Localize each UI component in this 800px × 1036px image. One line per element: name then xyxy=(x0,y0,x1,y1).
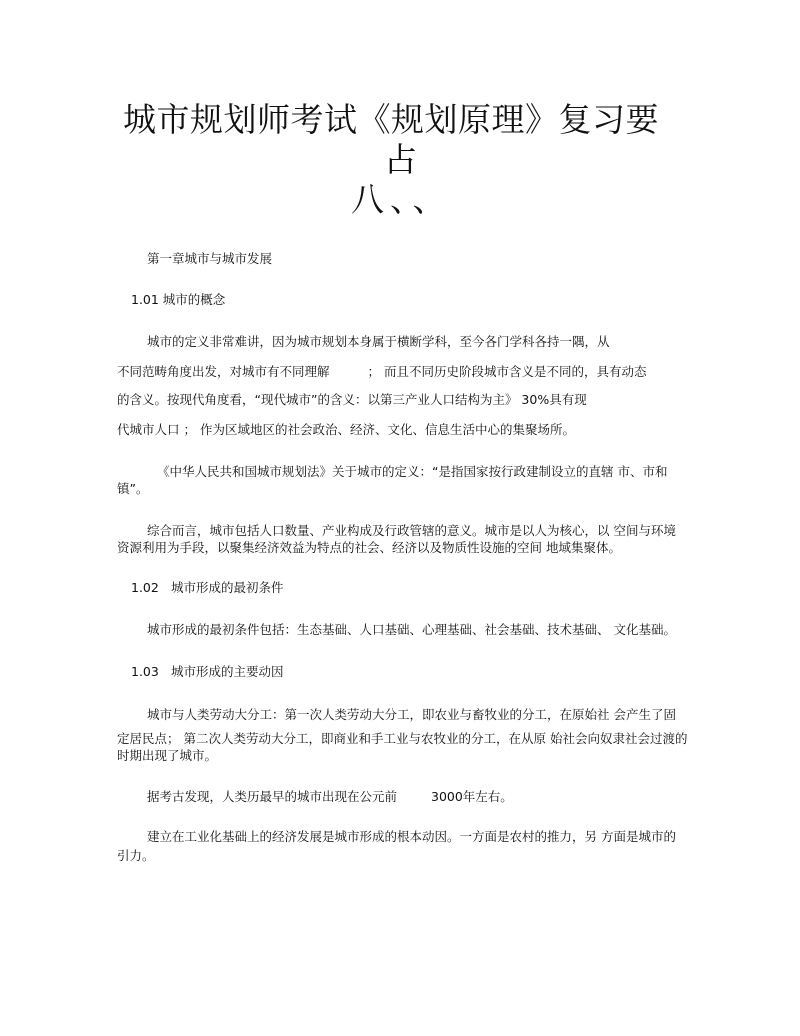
paragraph-text-part: 3000年左右。 xyxy=(431,789,513,804)
paragraph-text: 城市与人类劳动大分工：第一次人类劳动大分工，即农业与畜牧业的分工，在原始社 会产生了固 xyxy=(147,707,676,722)
paragraph-text: 城市形成的最初条件包括：生态基础、人口基础、心理基础、社会基础、技术基础、 文化基础。 xyxy=(147,622,676,637)
section-title: 城市形成的主要动因 xyxy=(171,664,284,679)
paragraph-text: 建立在工业化基础上的经济发展是城市形成的根本动因。一方面是农村的推力，另 方面是城市的 xyxy=(147,829,676,844)
document-title-line-3: 八、、 xyxy=(351,180,452,219)
paragraph-text: 代城市人口 ； 作为区域地区的社会政治、经济、文化、信息生活中心的集聚场所。 xyxy=(117,422,575,437)
section-1-01-heading: 1.01 城市的概念 xyxy=(131,292,226,307)
paragraph-text: 城市的定义非常难讲，因为城市规划本身属于横断学科，至今各门学科各持一隅，从 xyxy=(147,334,610,349)
chapter-heading: 第一章城市与城市发展 xyxy=(147,251,273,266)
paragraph-text-part: ； 而且不同历史阶段城市含义是不同的，具有动态 xyxy=(367,364,647,379)
paragraph-text: 定居民点； 第二次人类劳动大分工，即商业和手工业与农牧业的分工，在从原 始社会向奴隶社会过渡的 xyxy=(117,731,688,746)
paragraph-text-part: 不同范畴角度出发，对城市有不同理解 xyxy=(117,364,330,379)
document-title-line-2: 占 xyxy=(384,140,418,179)
section-title: 城市形成的最初条件 xyxy=(171,580,284,595)
paragraph-text: 镇”。 xyxy=(117,481,149,496)
document-title-line-1: 城市规划师考试《规划原理》复习要 xyxy=(123,100,659,139)
paragraph-text: 时期出现了城市。 xyxy=(117,748,218,763)
section-number: 1.03 xyxy=(131,664,159,679)
paragraph-text xyxy=(117,363,647,380)
paragraph-text-part: 据考古发现，人类历最早的城市出现在公元前 xyxy=(147,789,398,804)
section-1-02-heading xyxy=(131,579,284,596)
paragraph-text: 引力。 xyxy=(117,848,155,863)
paragraph-text: 《中华人民共和国城市规划法》关于城市的定义：“是指国家按行政建制设立的直辖 市、市和 xyxy=(157,464,668,479)
paragraph-text: 的含义。按现代角度看，“现代城市”的含义：以第三产业人口结构为主》 30%具有现 xyxy=(117,392,587,407)
section-1-03-heading xyxy=(131,663,284,680)
section-number: 1.02 xyxy=(131,580,159,595)
paragraph-text: 资源利用为手段，以聚集经济效益为特点的社会、经济以及物质性设施的空间 地域集聚体。 xyxy=(117,540,621,555)
paragraph-text: 综合而言，城市包括人口数量、产业构成及行政管辖的意义。城市是以人为核心，以 空间与环境 xyxy=(147,523,676,538)
